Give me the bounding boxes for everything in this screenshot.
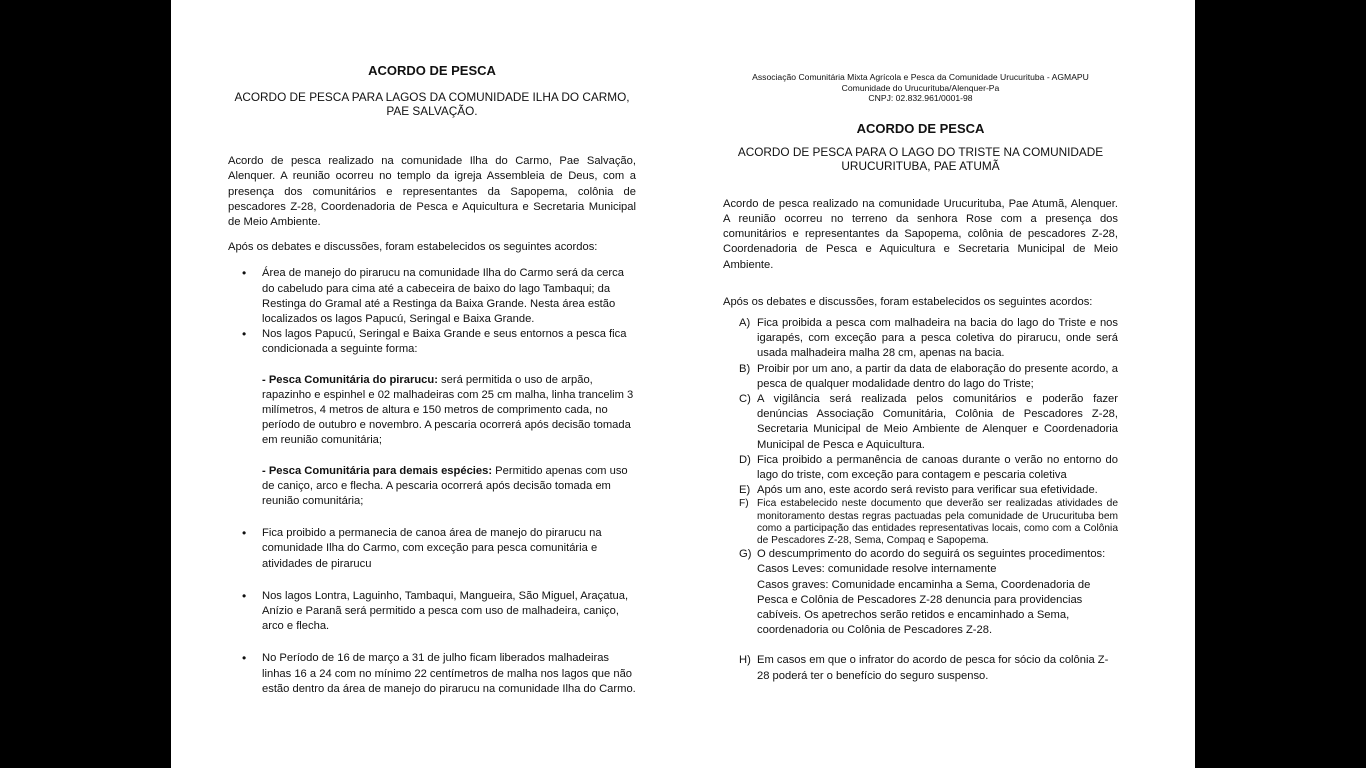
left-lead: Após os debates e discussões, foram estabelecidos os seguintes acordos: bbox=[228, 241, 598, 254]
left-intro: Acordo de pesca realizado na comunidade Ilha do Carmo, Pae Salvação, Alenquer. A reunião ocorreu no templo da igreja Assembleia de Deus, com a presença dos comunitários e representantes da Sapopema, colônia de pescadores Z-28, Coordenadoria de Pesca e Aquicultura e Secretaria Municipal de Meio Ambiente. bbox=[228, 155, 636, 229]
association-name: Associação Comunitária Mixta Agrícola e Pesca da Comunidade Urucurituba - AGMAPU bbox=[752, 72, 1089, 82]
left-title: ACORDO DE PESCA bbox=[368, 63, 496, 78]
document-page bbox=[171, 0, 1195, 768]
list-item: H) Em casos em que o infrator do acordo de pesca for sócio da colônia Z-28 poderá ter o benefício do seguro suspenso. bbox=[739, 654, 1109, 682]
sub-item-pirarucu: - Pesca Comunitária do pirarucu: será permitida o uso de arpão, rapazinho e espinhel e 02 malhadeiras com 25 cm malha, linha trancelim 3 milímetros, 4 metros de altura e 150 metros de comprimento cada, no período de outubro e novembro. A pescaria ocorrerá após decisão tomada em reunião comunitária; bbox=[262, 373, 634, 447]
right-document bbox=[723, 0, 1118, 684]
list-item: E) Após um ano, este acordo será revisto para verificar sua efetividade. bbox=[739, 484, 1098, 497]
association-cnpj: CNPJ: 02.832.961/0001-98 bbox=[868, 93, 973, 103]
association-header bbox=[723, 72, 1118, 104]
left-subtitle-line1: ACORDO DE PESCA PARA LAGOS DA COMUNIDADE ILHA DO CARMO, bbox=[234, 90, 630, 105]
right-title: ACORDO DE PESCA bbox=[856, 120, 985, 136]
list-item: B) Proibir por um ano, a partir da data de elaboração do presente acordo, a pesca de qualquer modalidade dentro do lago do Triste; bbox=[739, 362, 1118, 390]
association-location: Comunidade do Urucurituba/Alenquer-Pa bbox=[841, 82, 1000, 93]
list-item: • Nos lagos Papucú, Seringal e Baixa Grande e seus entornos a pesca fica condicionada a seguinte forma: - Pesca Comunitária do pirarucu: será permitida o uso de arpão, rapazinho e espinhel e 02 malhadeiras com 25 cm malha, linha trancelim 3 milímetros, 4 metros de altura e 150 metros de comprimento cada, no período de outubro e novembro. A pescaria ocorrerá após decisão tomada em reunião comunitária; - Pesca Comunitária para demais espécies: Permitido apenas com uso de caniço, arco e flecha. A pescaria ocorrerá após decisão tomada em reunião comunitária; bbox=[228, 327, 636, 509]
list-item: • Fica proibido a permanecia de canoa área de manejo do pirarucu na comunidade Ilha do Carmo, com exceção para pesca comunitária e atividades de pirarucu bbox=[228, 526, 636, 572]
right-intro: Acordo de pesca realizado na comunidade Urucurituba, Pae Atumã, Alenquer. A reunião ocorreu no terreno da senhora Rose com a presença dos comunitários e representantes da Sapopema, colônia de pescadores Z-28, Coordenadoria de Pesca e Aquicultura e Secretaria Municipal de Meio Ambiente. bbox=[723, 197, 1118, 271]
list-item: A) Fica proibida a pesca com malhadeira na bacia do lago do Triste e nos igarapés, com exceção para a pesca coletiva do pirarucu, onde será usada malhadeira malha 28 cm, apenas na bacia. bbox=[739, 316, 1118, 360]
serious-cases: Casos graves: Comunidade encaminha a Sema, Coordenadoria de Pesca e Colônia de Pescadores Z-28 denuncia para providencias cabíveis. Os apetrechos serão retidos e encaminhado a Sema, coordenadoria ou Colônia de Pescadores Z-28. bbox=[757, 578, 1091, 637]
list-item: • Área de manejo do pirarucu na comunidade Ilha do Carmo será da cerca do cabeludo para cima até a cabeceira de baixo do lago Tambaqui; da Restinga do Gramal até a Restinga da Baixa Grande. Nesta área estão localizados os lagos Papucú, Seringal e Baixa Grande. bbox=[228, 266, 636, 327]
minor-cases: Casos Leves: comunidade resolve internamente bbox=[757, 563, 997, 576]
list-item: • Nos lagos Lontra, Laguinho, Tambaqui, Mangueira, São Miguel, Araçatua, Anízio e Paranã será permitido a pesca com uso de malhadeira, caniço, arco e flecha. bbox=[228, 589, 636, 635]
left-agreement-list bbox=[228, 266, 636, 697]
list-item: D) Fica proibido a permanência de canoas durante o verão no entorno do lago do triste, com exceção para contagem e pescaria coletiva bbox=[739, 453, 1118, 481]
sub-item-other-species: - Pesca Comunitária para demais espécies: Permitido apenas com uso de caniço, arco e flecha. A pescaria ocorrerá após decisão tomada em reunião comunitária; bbox=[262, 464, 628, 508]
right-lead: Após os debates e discussões, foram estabelecidos os seguintes acordos: bbox=[723, 295, 1093, 308]
list-item: G) O descumprimento do acordo do seguirá os seguintes procedimentos: Casos Leves: comunidade resolve internamente Casos graves: Comunidade encaminha a Sema, Coordenadoria de Pesca e Colônia de Pescadores Z-28 denuncia para providencias cabíveis. Os apetrechos serão retidos e encaminhado a Sema, coordenadoria ou Colônia de Pescadores Z-28. bbox=[723, 547, 1118, 638]
list-item: F) Fica estabelecido neste documento que deverão ser realizadas atividades de monitoramento destas regras pactuadas pela comunidade de Urucurituba bem como a participação das entidades representativas locais, como com a Colônia de Pescadores Z-28, Sema, Compaq e Sapopema. bbox=[739, 498, 1118, 546]
right-agreement-list bbox=[723, 316, 1118, 684]
left-subtitle-line2: PAE SALVAÇÃO. bbox=[386, 104, 478, 119]
list-item: • No Período de 16 de março a 31 de julho ficam liberados malhadeiras linhas 16 a 24 com no mínimo 22 centímetros de malha nos lagos que não estão dentro da área de manejo do pirarucu na comunidade Ilha do Carmo. bbox=[228, 651, 636, 697]
right-subtitle-line2: URUCURITUBA, PAE ATUMÃ bbox=[841, 158, 1000, 173]
list-item: C) A vigilância será realizada pelos comunitários e poderão fazer denúncias Associação Comunitária, Colônia de Pescadores Z-28, Secretaria Municipal de Meio Ambiente de Alenquer e Coordenadoria Municipal de Pesca e Aquicultura. bbox=[739, 392, 1118, 451]
right-subtitle-line1: ACORDO DE PESCA PARA O LAGO DO TRISTE NA COMUNIDADE bbox=[737, 144, 1104, 159]
left-document bbox=[228, 0, 636, 697]
